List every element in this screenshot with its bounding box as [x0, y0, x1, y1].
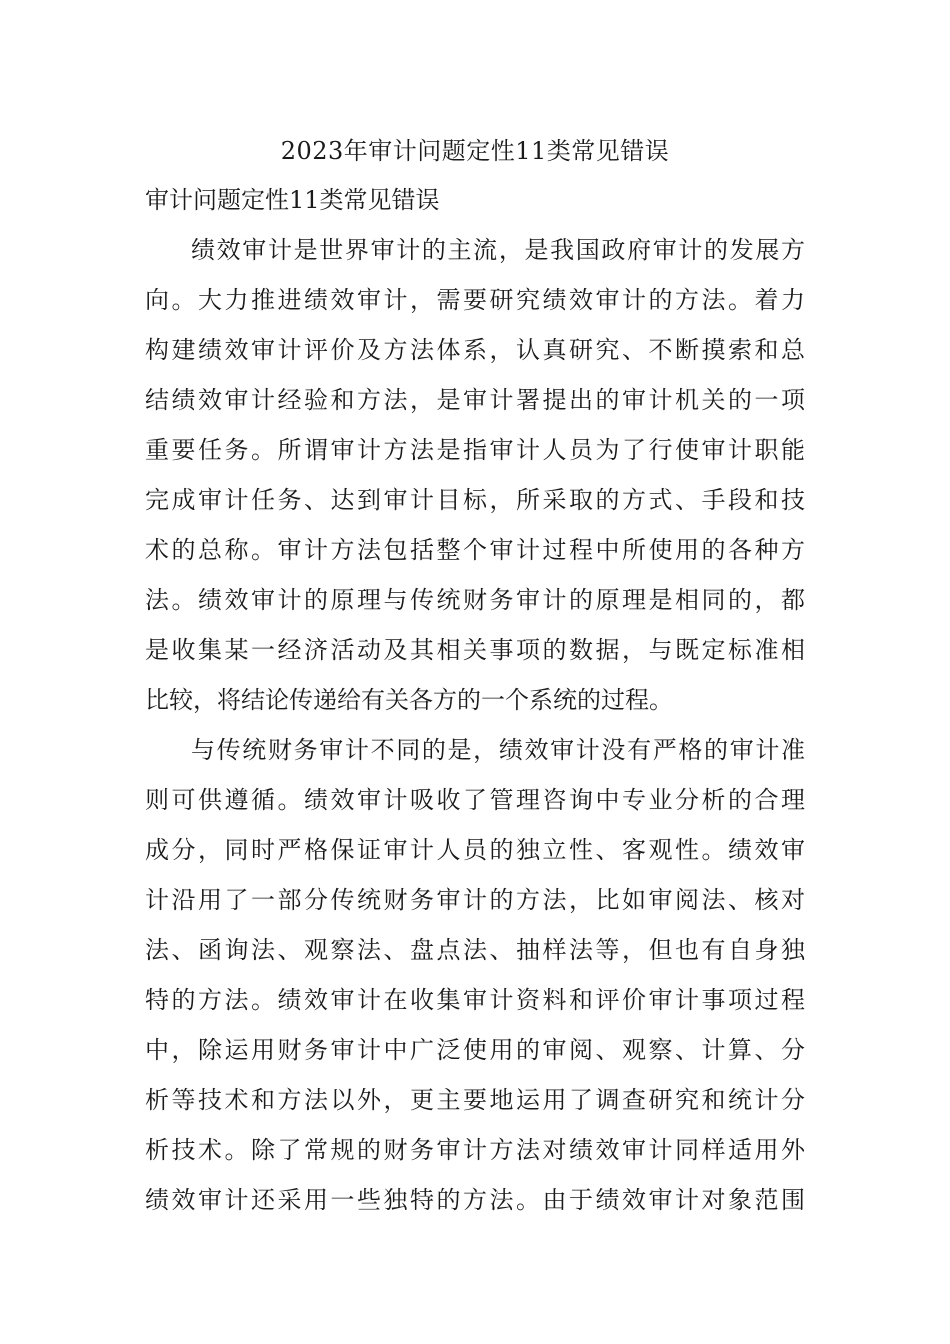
paragraph-line: 构建绩效审计评价及方法体系，认真研究、不断摸索和总: [145, 336, 805, 364]
paragraph-line: 与传统财务审计不同的是，绩效审计没有严格的审计准: [191, 736, 805, 764]
document-title: 2023年审计问题定性11类常见错误: [280, 137, 670, 165]
paragraph-line: 计沿用了一部分传统财务审计的方法，比如审阅法、核对: [145, 886, 805, 914]
paragraph: [145, 225, 805, 725]
paragraph-line: 法。绩效审计的原理与传统财务审计的原理是相同的，都: [145, 586, 805, 614]
paragraph-line: 结绩效审计经验和方法，是审计署提出的审计机关的一项: [145, 386, 805, 414]
paragraph-line: 中，除运用财务审计中广泛使用的审阅、观察、计算、分: [145, 1036, 805, 1064]
document-subtitle: 审计问题定性11类常见错误: [145, 186, 440, 214]
paragraph-line: 术的总称。审计方法包括整个审计过程中所使用的各种方: [145, 536, 805, 564]
paragraph: [145, 725, 805, 1225]
paragraph-line: 特的方法。绩效审计在收集审计资料和评价审计事项过程: [145, 986, 805, 1014]
paragraph-line: 比较，将结论传递给有关各方的一个系统的过程。: [145, 686, 673, 714]
paragraph-line: 成分，同时严格保证审计人员的独立性、客观性。绩效审: [145, 836, 805, 864]
paragraph-line: 完成审计任务、达到审计目标，所采取的方式、手段和技: [145, 486, 805, 514]
paragraph-line: 是收集某一经济活动及其相关事项的数据，与既定标准相: [145, 636, 805, 664]
paragraph-line: 重要任务。所谓审计方法是指审计人员为了行使审计职能: [145, 436, 805, 464]
paragraph-line: 则可供遵循。绩效审计吸收了管理咨询中专业分析的合理: [145, 786, 805, 814]
paragraph-line: 析等技术和方法以外，更主要地运用了调查研究和统计分: [145, 1086, 805, 1114]
paragraph-line: 向。大力推进绩效审计，需要研究绩效审计的方法。着力: [145, 286, 805, 314]
paragraph-line: 绩效审计是世界审计的主流，是我国政府审计的发展方: [191, 236, 805, 264]
paragraph-line: 法、函询法、观察法、盘点法、抽样法等，但也有自身独: [145, 936, 805, 964]
paragraph-line: 绩效审计还采用一些独特的方法。由于绩效审计对象范围: [145, 1186, 805, 1214]
paragraph-line: 析技术。除了常规的财务审计方法对绩效审计同样适用外: [145, 1136, 805, 1164]
